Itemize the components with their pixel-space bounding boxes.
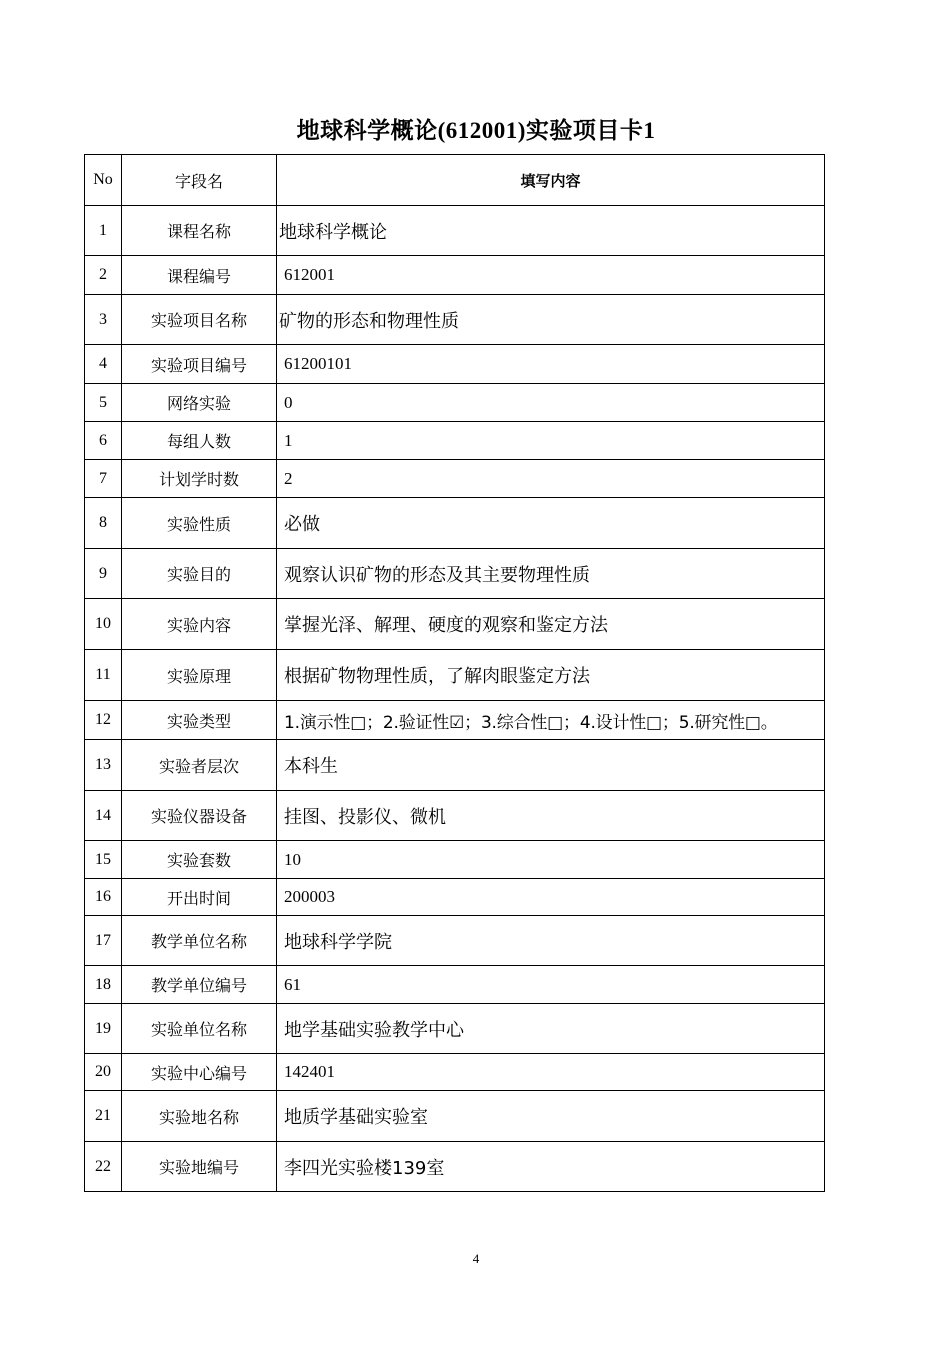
row-no: 9 (85, 549, 122, 599)
row-no: 18 (85, 966, 122, 1004)
row-field: 课程名称 (122, 206, 277, 256)
table-row (85, 650, 825, 701)
row-no: 5 (85, 384, 122, 422)
row-field: 每组人数 (122, 422, 277, 460)
row-field: 教学单位编号 (122, 966, 277, 1004)
row-field: 实验中心编号 (122, 1054, 277, 1091)
row-field: 开出时间 (122, 879, 277, 916)
table-row (85, 206, 825, 256)
table-row (85, 549, 825, 599)
row-field: 实验项目编号 (122, 345, 277, 384)
row-value: 挂图、投影仪、微机 (277, 791, 825, 841)
row-field: 实验地名称 (122, 1091, 277, 1142)
row-field: 实验单位名称 (122, 1004, 277, 1054)
table-row (85, 791, 825, 841)
row-no: 11 (85, 650, 122, 701)
row-field: 计划学时数 (122, 460, 277, 498)
row-value: 612001 (277, 256, 825, 295)
row-field: 教学单位名称 (122, 916, 277, 966)
header-value: 填写内容 (277, 155, 825, 206)
row-no: 6 (85, 422, 122, 460)
table-row (85, 384, 825, 422)
row-no: 2 (85, 256, 122, 295)
row-no: 20 (85, 1054, 122, 1091)
row-value: 矿物的形态和物理性质 (277, 295, 825, 345)
table-row (85, 1091, 825, 1142)
row-field: 实验地编号 (122, 1142, 277, 1192)
row-field: 实验性质 (122, 498, 277, 549)
row-value: 掌握光泽、解理、硬度的观察和鉴定方法 (277, 599, 825, 650)
header-field: 字段名 (122, 155, 277, 206)
row-value: 本科生 (277, 740, 825, 791)
row-no: 1 (85, 206, 122, 256)
row-field: 实验内容 (122, 599, 277, 650)
row-no: 7 (85, 460, 122, 498)
table-row (85, 256, 825, 295)
header-no: No (85, 155, 122, 206)
row-no: 15 (85, 841, 122, 879)
table-row (85, 966, 825, 1004)
table-row (85, 295, 825, 345)
row-field: 网络实验 (122, 384, 277, 422)
page-title: 地球科学概论(612001)实验项目卡1 (296, 118, 656, 143)
row-value: 根据矿物物理性质，了解肉眼鉴定方法 (277, 650, 825, 701)
table-row (85, 599, 825, 650)
row-field: 实验类型 (122, 701, 277, 740)
table-row (85, 879, 825, 916)
row-value: 地学基础实验教学中心 (277, 1004, 825, 1054)
row-value: 必做 (277, 498, 825, 549)
row-no: 19 (85, 1004, 122, 1054)
row-field: 课程编号 (122, 256, 277, 295)
row-value: 1.演示性□；2.验证性☑；3.综合性□；4.设计性□；5.研究性□。 (277, 701, 825, 740)
row-value: 2 (277, 460, 825, 498)
experiment-card-table (84, 154, 825, 1192)
row-field: 实验仪器设备 (122, 791, 277, 841)
row-no: 22 (85, 1142, 122, 1192)
row-value: 142401 (277, 1054, 825, 1091)
row-value: 地球科学概论 (277, 206, 825, 256)
row-value: 10 (277, 841, 825, 879)
table-row (85, 701, 825, 740)
table-row (85, 1054, 825, 1091)
row-no: 17 (85, 916, 122, 966)
page-number: 4 (472, 1251, 480, 1266)
row-no: 4 (85, 345, 122, 384)
table-row (85, 916, 825, 966)
row-field: 实验目的 (122, 549, 277, 599)
table-row (85, 1004, 825, 1054)
row-no: 21 (85, 1091, 122, 1142)
row-value: 李四光实验楼139室 (277, 1142, 825, 1192)
row-no: 12 (85, 701, 122, 740)
row-value: 观察认识矿物的形态及其主要物理性质 (277, 549, 825, 599)
table-row (85, 345, 825, 384)
row-value: 0 (277, 384, 825, 422)
row-value: 地球科学学院 (277, 916, 825, 966)
table-row (85, 422, 825, 460)
row-no: 8 (85, 498, 122, 549)
row-value: 61200101 (277, 345, 825, 384)
row-no: 13 (85, 740, 122, 791)
row-field: 实验项目名称 (122, 295, 277, 345)
row-field: 实验套数 (122, 841, 277, 879)
row-no: 3 (85, 295, 122, 345)
row-value: 地质学基础实验室 (277, 1091, 825, 1142)
table-header-row (85, 155, 825, 206)
table-row (85, 460, 825, 498)
row-value: 61 (277, 966, 825, 1004)
table-row (85, 498, 825, 549)
row-no: 14 (85, 791, 122, 841)
row-no: 16 (85, 879, 122, 916)
row-value: 1 (277, 422, 825, 460)
row-no: 10 (85, 599, 122, 650)
table-row (85, 841, 825, 879)
row-field: 实验者层次 (122, 740, 277, 791)
row-field: 实验原理 (122, 650, 277, 701)
row-value: 200003 (277, 879, 825, 916)
table-row (85, 1142, 825, 1192)
table-row (85, 740, 825, 791)
